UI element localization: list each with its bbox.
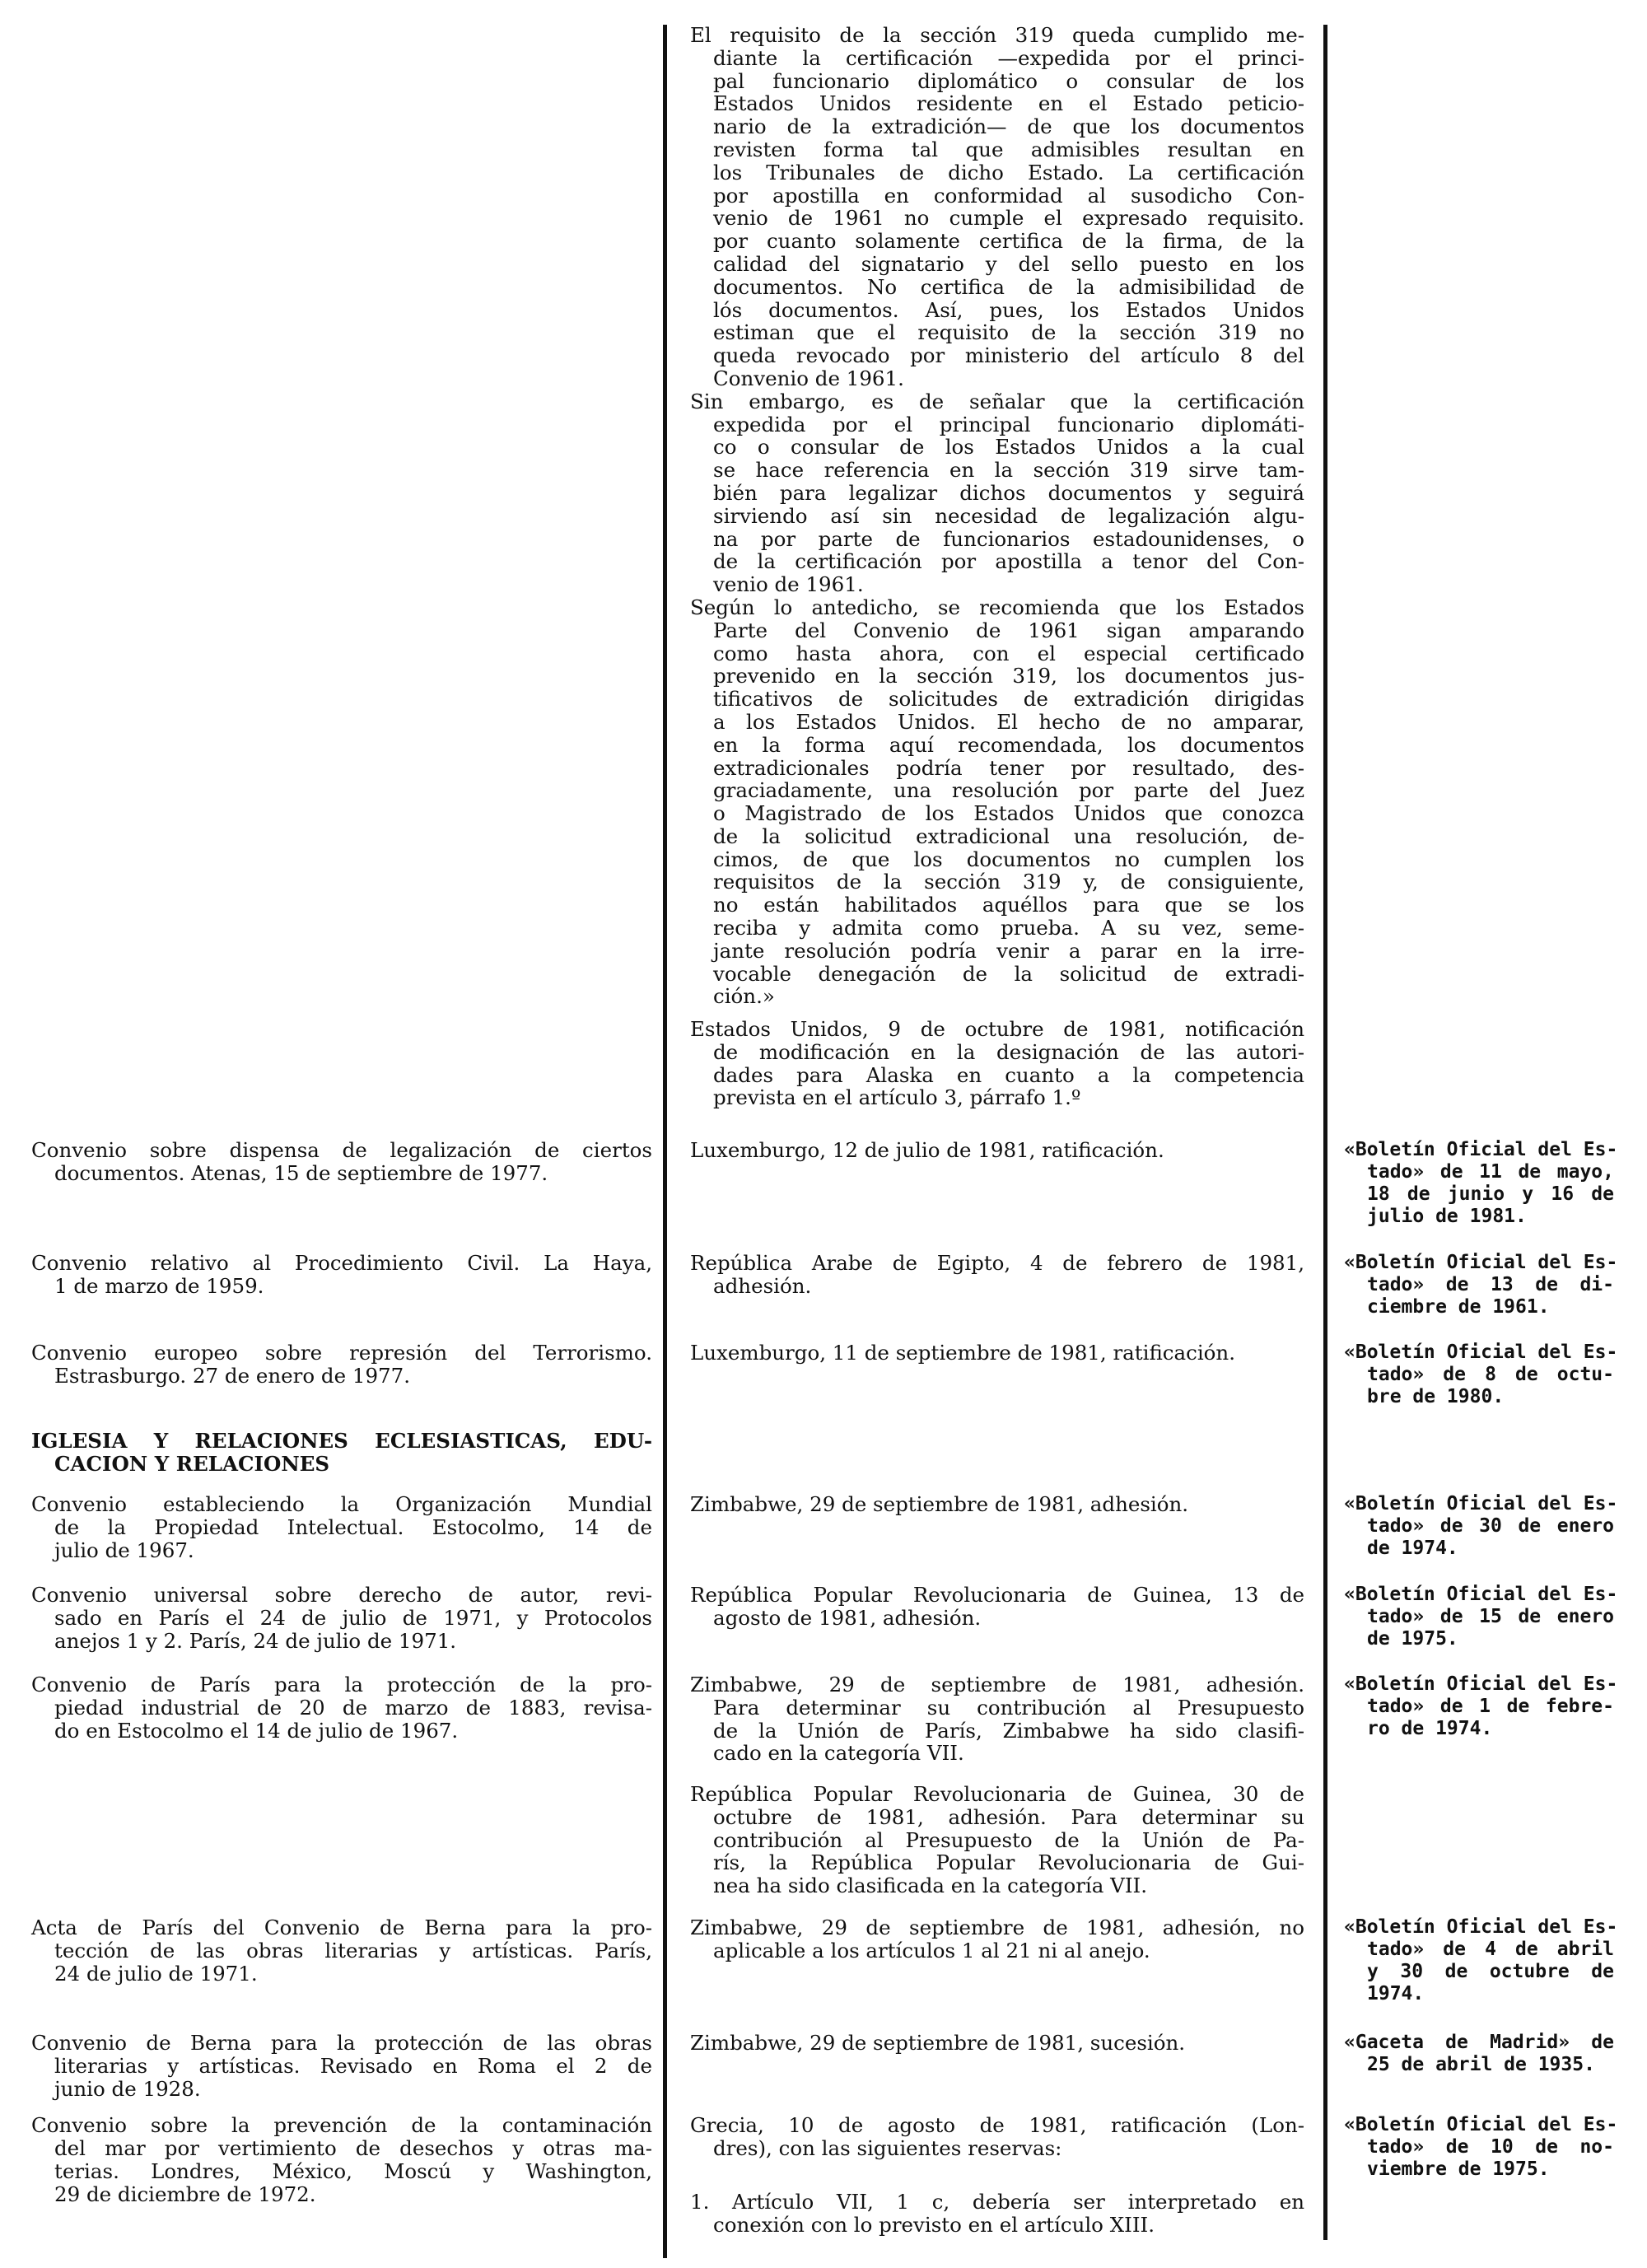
text-line: venio de 1961. bbox=[713, 572, 864, 597]
text-line: Convenio de París para la protección de la pro- bbox=[31, 1673, 652, 1696]
publication-entry bbox=[1344, 1584, 1618, 1650]
text-line: Sin embargo, es de señalar que la certificación bbox=[690, 389, 1304, 413]
paragraph bbox=[690, 390, 1304, 596]
text-line: literarias y artísticas. Revisado en Roma el 2 de bbox=[54, 2054, 652, 2078]
action-entry bbox=[690, 1493, 1304, 1516]
convention-entry bbox=[31, 1673, 652, 1743]
text-line: tado» de 30 de enero bbox=[1367, 1515, 1614, 1537]
text-line: «Gaceta de Madrid» de bbox=[1344, 2032, 1614, 2053]
text-line: del mar por vertimiento de desechos y otras ma- bbox=[54, 2136, 652, 2160]
column-divider-left bbox=[663, 25, 667, 2258]
text-line: «Boletín Oficial del Es- bbox=[1344, 1342, 1618, 1363]
reservation-item bbox=[690, 2191, 1304, 2237]
text-line: a los Estados Unidos. El hecho de no amparar, bbox=[713, 709, 1304, 734]
text-line: 18 de junio y 16 de bbox=[1367, 1183, 1614, 1205]
text-line: cado en la categoría VII. bbox=[713, 1741, 964, 1766]
text-line: dres), con las siguientes reservas: bbox=[713, 2135, 1062, 2160]
publication-entry bbox=[1344, 1342, 1618, 1408]
text-line: calidad del signatario y del sello puesto en los bbox=[713, 251, 1304, 276]
text-line: Convenio relativo al Procedimiento Civil. La Haya, bbox=[31, 1251, 652, 1275]
text-line: cimos, de que los documentos no cumplen los bbox=[713, 847, 1304, 871]
action-entry bbox=[690, 1139, 1304, 1162]
text-line: tado» de 11 de mayo, bbox=[1367, 1161, 1614, 1183]
text-line: «Boletín Oficial del Es- bbox=[1344, 2114, 1618, 2135]
text-line: «Boletín Oficial del Es- bbox=[1344, 1584, 1618, 1605]
text-line: Convenio universal sobre derecho de autor, revi- bbox=[31, 1583, 652, 1607]
text-line: «Boletín Oficial del Es- bbox=[1344, 1252, 1618, 1273]
text-line: piedad industrial de 20 de marzo de 1883, revisa- bbox=[54, 1696, 652, 1720]
usa-notification bbox=[690, 1018, 1304, 1109]
text-line: Convenio de Berna para la protección de las obras bbox=[31, 2031, 652, 2055]
text-line: «Boletín Oficial del Es- bbox=[1344, 1916, 1618, 1938]
text-line: do en Estocolmo el 14 de julio de 1967. bbox=[54, 1719, 459, 1743]
text-line: estiman que el requisito de la sección 319 no bbox=[713, 320, 1304, 345]
convention-entry bbox=[31, 1584, 652, 1653]
text-line: ro de 1974. bbox=[1367, 1718, 1493, 1739]
text-line: dades para Alaska en cuanto a la competencia bbox=[713, 1062, 1304, 1087]
text-line: rís, la República Popular Revolucionaria de Gui- bbox=[713, 1850, 1304, 1875]
text-line: sirviendo así sin necesidad de legalización algu- bbox=[713, 503, 1304, 528]
text-line: prevista en el artículo 3, párrafo 1.º bbox=[713, 1085, 1081, 1110]
text-line: Zimbabwe, 29 de septiembre de 1981, adhesión. bbox=[690, 1492, 1189, 1516]
text-line: «Boletín Oficial del Es- bbox=[1344, 1673, 1618, 1695]
text-line: por cuanto solamente certifica de la firma, de la bbox=[713, 229, 1304, 254]
text-line: de 1975. bbox=[1367, 1628, 1458, 1650]
paragraph bbox=[690, 24, 1304, 390]
text-line: Luxemburgo, 12 de julio de 1981, ratificación. bbox=[690, 1138, 1164, 1162]
convention-entry bbox=[31, 1342, 652, 1388]
text-line: Estados Unidos, 9 de octubre de 1981, notificación bbox=[690, 1017, 1304, 1041]
text-line: en la forma aquí recomendada, los documentos bbox=[713, 732, 1304, 757]
text-line: expedida por el principal funcionario diplomáti- bbox=[713, 412, 1304, 436]
text-line: o Magistrado de los Estados Unidos que conozca bbox=[713, 801, 1304, 826]
text-line: República Arabe de Egipto, 4 de febrero de 1981, bbox=[690, 1251, 1304, 1275]
text-line: por apostilla en conformidad al susodicho Con- bbox=[713, 183, 1304, 208]
text-line: IGLESIA Y RELACIONES ECLESIASTICAS, EDU- bbox=[31, 1429, 652, 1453]
text-line: extradicionales podría tener por resultado, des- bbox=[713, 755, 1304, 780]
text-line: na por parte de funcionarios estadounidenses, o bbox=[713, 526, 1304, 551]
action-entry bbox=[690, 2032, 1304, 2055]
text-line: Zimbabwe, 29 de septiembre de 1981, adhesión, no bbox=[690, 1916, 1304, 1939]
text-line: El requisito de la sección 319 queda cumplido me- bbox=[690, 23, 1304, 47]
action-entry bbox=[690, 1342, 1304, 1365]
text-line: Convenio europeo sobre represión del Terrorismo. bbox=[31, 1341, 652, 1365]
publication-entry bbox=[1344, 2114, 1618, 2181]
column-divider-right bbox=[1323, 25, 1327, 2240]
text-line: jante resolución podría venir a parar en la irre- bbox=[713, 938, 1304, 963]
text-line: diante la certificación —expedida por el princi- bbox=[713, 45, 1304, 70]
text-line: como hasta ahora, con el especial certificado bbox=[713, 641, 1304, 665]
text-line: Estrasburgo. 27 de enero de 1977. bbox=[54, 1364, 411, 1388]
text-line: Luxemburgo, 11 de septiembre de 1981, ratificación. bbox=[690, 1341, 1236, 1365]
text-line: CACION Y RELACIONES bbox=[54, 1452, 330, 1476]
text-line: los Tribunales de dicho Estado. La certificación bbox=[713, 160, 1304, 184]
text-line: ción.» bbox=[713, 984, 775, 1009]
text-line: adhesión. bbox=[713, 1273, 812, 1298]
paragraph bbox=[690, 596, 1304, 1008]
text-line: Convenio de 1961. bbox=[713, 366, 904, 390]
text-line: lós documentos. Así, pues, los Estados Unidos bbox=[713, 297, 1304, 322]
text-line: tado» de 1 de febre- bbox=[1367, 1696, 1614, 1717]
convention-entry bbox=[31, 1916, 652, 1986]
text-line: de 1974. bbox=[1367, 1538, 1458, 1559]
action-entry bbox=[690, 1916, 1304, 1962]
text-line: requisitos de la sección 319 y, de consiguiente, bbox=[713, 870, 1304, 894]
text-line: contribución al Presupuesto de la Unión de Pa- bbox=[713, 1827, 1304, 1852]
action-entry bbox=[690, 1252, 1304, 1298]
text-line: viembre de 1975. bbox=[1367, 2158, 1550, 2180]
text-line: 1974. bbox=[1367, 1983, 1425, 2004]
text-line: bién para legalizar dichos documentos y seguirá bbox=[713, 480, 1304, 505]
text-line: Zimbabwe, 29 de septiembre de 1981, sucesión. bbox=[690, 2031, 1186, 2055]
section-heading bbox=[31, 1430, 652, 1476]
text-line: sado en París el 24 de julio de 1971, y Protocolos bbox=[54, 1606, 652, 1630]
text-line: ciembre de 1961. bbox=[1367, 1296, 1550, 1318]
text-line: Parte del Convenio de 1961 sigan amparando bbox=[713, 618, 1304, 642]
text-line: tificativos de solicitudes de extradición dirigidas bbox=[713, 687, 1304, 712]
text-line: nea ha sido clasificada en la categoría VII. bbox=[713, 1874, 1147, 1898]
text-line: «Boletín Oficial del Es- bbox=[1344, 1493, 1618, 1514]
text-line: tado» de 8 de octu- bbox=[1367, 1364, 1614, 1385]
publication-entry bbox=[1344, 1916, 1618, 2005]
text-line: octubre de 1981, adhesión. Para determinar su bbox=[713, 1804, 1304, 1829]
text-line: vocable denegación de la solicitud de extradi- bbox=[713, 961, 1304, 986]
text-line: Grecia, 10 de agosto de 1981, ratificación (Lon- bbox=[690, 2113, 1304, 2137]
publication-entry bbox=[1344, 1673, 1618, 1740]
extradition-statement bbox=[690, 24, 1304, 1008]
text-line: julio de 1981. bbox=[1367, 1206, 1527, 1227]
convention-entry bbox=[31, 1493, 652, 1562]
text-line: junio de 1928. bbox=[54, 2077, 201, 2101]
convention-entry bbox=[31, 1252, 652, 1298]
text-line: queda revocado por ministerio del artículo 8 del bbox=[713, 343, 1304, 368]
text-line: de la certificación por apostilla a tenor del Con- bbox=[713, 549, 1304, 574]
text-line: julio de 1967. bbox=[54, 1538, 194, 1562]
text-line: anejos 1 y 2. París, 24 de julio de 1971. bbox=[54, 1629, 457, 1653]
action-entry bbox=[690, 1673, 1304, 1765]
text-line: se hace referencia en la sección 319 sirve tam- bbox=[713, 458, 1304, 483]
publication-entry bbox=[1344, 1493, 1618, 1560]
text-line: Convenio estableciendo la Organización Mundial bbox=[31, 1492, 652, 1516]
text-line: graciadamente, una resolución por parte del Juez bbox=[713, 778, 1304, 803]
text-line: Acta de París del Convenio de Berna para la pro- bbox=[31, 1916, 652, 1939]
text-line: y 30 de octubre de bbox=[1367, 1961, 1614, 1982]
text-line: revisten forma tal que admisibles resultan en bbox=[713, 137, 1304, 161]
text-line: venio de 1961 no cumple el expresado requisito. bbox=[713, 206, 1304, 231]
text-line: 25 de abril de 1935. bbox=[1367, 2054, 1595, 2075]
text-line: Convenio sobre la prevención de la contaminación bbox=[31, 2113, 652, 2137]
action-entry bbox=[690, 1783, 1304, 1897]
text-line: bre de 1980. bbox=[1367, 1386, 1505, 1407]
text-line: conexión con lo previsto en el artículo XIII. bbox=[713, 2212, 1155, 2237]
text-line: 29 de diciembre de 1972. bbox=[54, 2182, 316, 2206]
publication-entry bbox=[1344, 2032, 1614, 2076]
convention-entry bbox=[31, 2114, 652, 2206]
text-line: tado» de 10 de no- bbox=[1367, 2136, 1614, 2158]
text-line: de la Unión de París, Zimbabwe ha sido clasifi- bbox=[713, 1718, 1304, 1743]
text-line: de la Propiedad Intelectual. Estocolmo, 14 de bbox=[54, 1515, 652, 1539]
publication-entry bbox=[1344, 1139, 1618, 1228]
text-line: documentos. Atenas, 15 de septiembre de 1977. bbox=[54, 1161, 548, 1185]
text-line: co o consular de los Estados Unidos a la cual bbox=[713, 435, 1304, 460]
text-line: Según lo antedicho, se recomienda que los Estados bbox=[690, 595, 1304, 619]
action-entry bbox=[690, 2114, 1304, 2160]
text-line: agosto de 1981, adhesión. bbox=[713, 1605, 982, 1630]
text-line: tado» de 4 de abril bbox=[1367, 1939, 1614, 1960]
text-line: de modificación en la designación de las autori- bbox=[713, 1039, 1304, 1064]
text-line: no están habilitados aquéllos para que se los bbox=[713, 893, 1304, 917]
text-line: «Boletín Oficial del Es- bbox=[1344, 1139, 1618, 1160]
text-line: terias. Londres, México, Moscú y Washington, bbox=[54, 2159, 652, 2183]
text-line: 1. Artículo VII, 1 c, debería ser interpretado en bbox=[690, 2190, 1304, 2214]
text-line: tección de las obras literarias y artísticas. París, bbox=[54, 1939, 652, 1962]
text-line: tado» de 15 de enero bbox=[1367, 1606, 1614, 1627]
publication-entry bbox=[1344, 1252, 1618, 1318]
action-entry bbox=[690, 1584, 1304, 1630]
text-line: República Popular Revolucionaria de Guinea, 30 de bbox=[690, 1782, 1304, 1806]
text-line: aplicable a los artículos 1 al 21 ni al anejo. bbox=[713, 1938, 1150, 1962]
convention-entry bbox=[31, 2032, 652, 2101]
text-line: prevenido en la sección 319, los documentos jus- bbox=[713, 664, 1304, 688]
text-line: Para determinar su contribución al Presupuesto bbox=[713, 1695, 1304, 1720]
text-line: Estados Unidos residente en el Estado peticio- bbox=[713, 91, 1304, 116]
convention-entry bbox=[31, 1139, 652, 1185]
text-line: Convenio sobre dispensa de legalización de ciertos bbox=[31, 1138, 652, 1162]
text-line: documentos. No certifica de la admisibilidad de bbox=[713, 274, 1304, 299]
text-line: Zimbabwe, 29 de septiembre de 1981, adhesión. bbox=[690, 1673, 1304, 1696]
text-line: 1 de marzo de 1959. bbox=[54, 1274, 264, 1298]
text-line: reciba y admita como prueba. A su vez, seme- bbox=[713, 916, 1304, 940]
text-line: nario de la extradición— de que los documentos bbox=[713, 114, 1304, 139]
text-line: tado» de 13 de di- bbox=[1367, 1274, 1614, 1295]
text-line: de la solicitud extradicional una resolución, de- bbox=[713, 824, 1304, 848]
text-line: República Popular Revolucionaria de Guinea, 13 de bbox=[690, 1583, 1304, 1607]
text-line: pal funcionario diplomático o consular de los bbox=[713, 68, 1304, 93]
text-line: 24 de julio de 1971. bbox=[54, 1962, 258, 1986]
